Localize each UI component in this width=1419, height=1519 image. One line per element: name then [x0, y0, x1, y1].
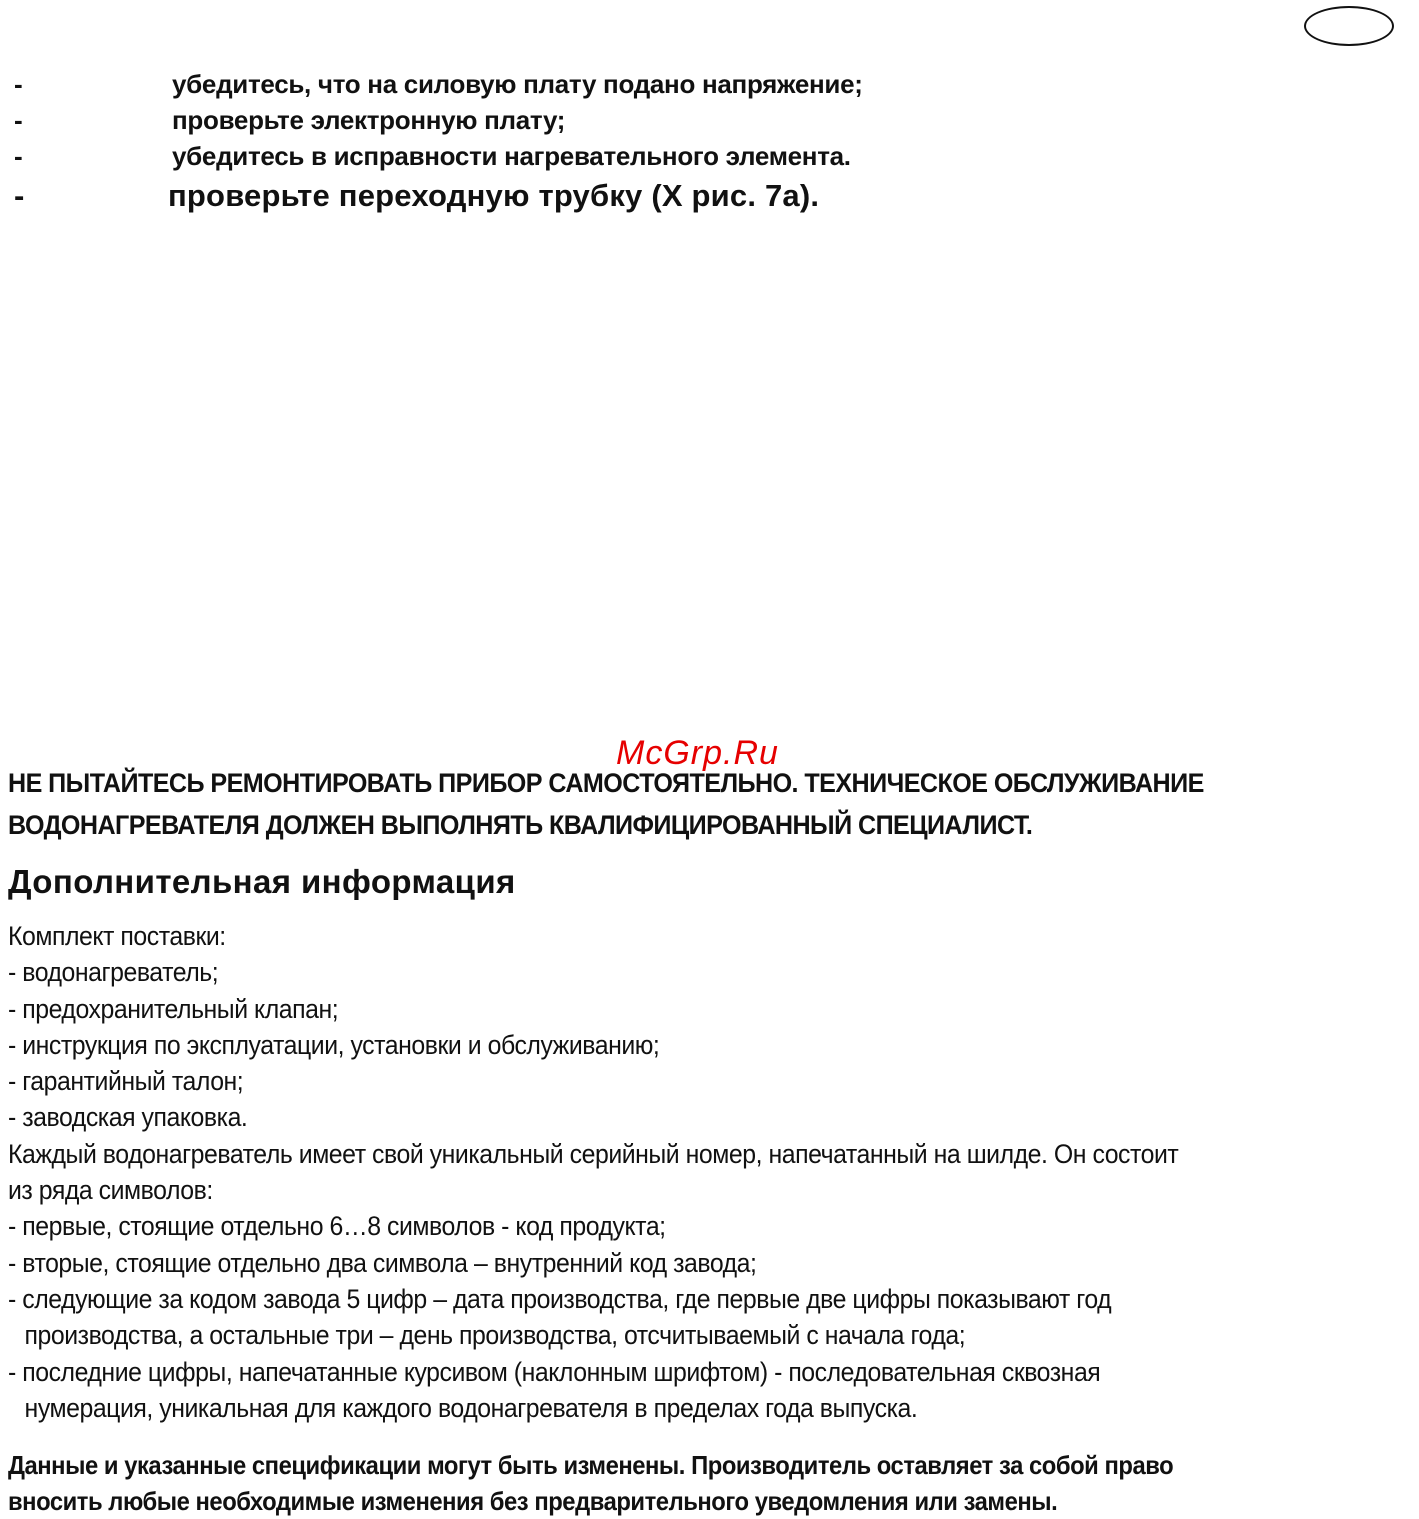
list-dash: - — [14, 105, 23, 135]
info-line: - первые, стоящие отдельно 6…8 символов - код продукта; — [8, 1211, 666, 1242]
troubleshooting-checklist — [14, 66, 1114, 218]
info-line: Каждый водонагреватель имеет свой уникальный серийный номер, напечатанный на шилде. Он состоит — [8, 1138, 1179, 1169]
info-line: из ряда символов: — [8, 1175, 213, 1206]
specification-disclaimer — [8, 1447, 1399, 1519]
checklist-item — [14, 174, 1114, 218]
info-line: - предохранительный клапан; — [8, 993, 339, 1024]
warning-line: ВОДОНАГРЕВАТЕЛЯ ДОЛЖЕН ВЫПОЛНЯТЬ КВАЛИФИЦИРОВАННЫЙ СПЕЦИАЛИСТ. — [8, 810, 1033, 840]
info-line: - следующие за кодом завода 5 цифр – дата производства, где первые две цифры показывают год — [8, 1283, 1112, 1314]
disclaimer-line: Данные и указанные спецификации могут быть изменены. Производитель оставляет за собой право — [8, 1450, 1174, 1480]
checklist-item-text: убедитесь в исправности нагревательного элемента. — [172, 141, 851, 171]
site-watermark: McGrp.Ru — [616, 734, 779, 772]
additional-info-text — [8, 918, 1416, 1426]
checklist-item-text: проверьте электронную плату; — [172, 105, 566, 135]
list-dash: - — [14, 69, 23, 99]
checklist-item — [14, 66, 1114, 102]
section-title: Дополнительная информация — [8, 863, 516, 900]
list-dash: - — [14, 178, 25, 213]
info-line: - вторые, стоящие отдельно два символа – внутренний код завода; — [8, 1247, 757, 1278]
checklist-item — [14, 138, 1114, 174]
warning-line: НЕ ПЫТАЙТЕСЬ РЕМОНТИРОВАТЬ ПРИБОР САМОСТОЯТЕЛЬНО. ТЕХНИЧЕСКОЕ ОБСЛУЖИВАНИЕ — [8, 768, 1204, 798]
checklist-item-text: убедитесь, что на силовую плату подано напряжение; — [172, 69, 863, 99]
info-line: - инструкция по эксплуатации, установки и обслуживанию; — [8, 1029, 660, 1060]
info-line: производства, а остальные три – день производства, отсчитываемый с начала года; — [24, 1320, 966, 1351]
info-line: - водонагреватель; — [8, 957, 219, 988]
info-line: нумерация, уникальная для каждого водонагревателя в пределах года выпуска. — [24, 1392, 918, 1423]
checklist-item — [14, 102, 1114, 138]
info-line: - гарантийный талон; — [8, 1066, 244, 1097]
repair-warning — [8, 762, 1310, 846]
checklist-item-text: проверьте переходную трубку (X рис. 7а). — [168, 178, 820, 213]
info-line: - заводская упаковка. — [8, 1102, 248, 1133]
info-line: - последние цифры, напечатанные курсивом (наклонным шрифтом) - последовательная сквозная — [8, 1356, 1101, 1387]
page-number-badge — [1304, 6, 1394, 46]
info-line: Комплект поставки: — [8, 921, 226, 951]
disclaimer-line: вносить любые необходимые изменения без предварительного уведомления или замены. — [8, 1486, 1058, 1516]
list-dash: - — [14, 141, 23, 171]
